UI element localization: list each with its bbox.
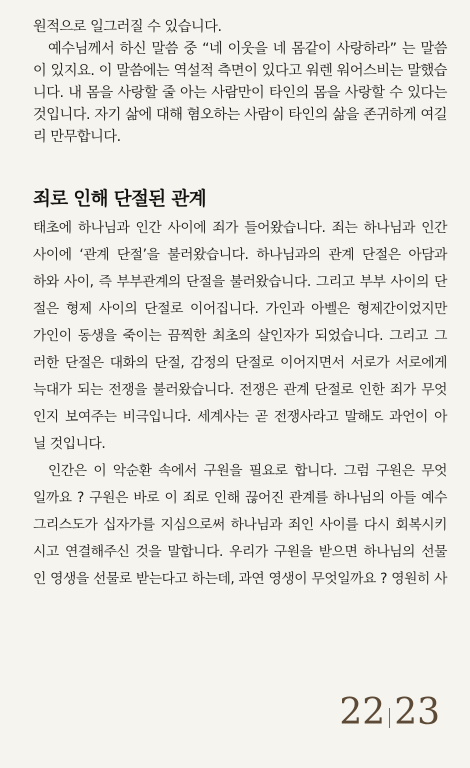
- text-line: 태초에 하나님과 인간 사이에 죄가 들어왔습니다. 죄는 하나님과 인간: [33, 220, 447, 236]
- text-line: 늑대가 되는 전쟁을 불러왔습니다. 전쟁은 관계 단절로 인한 죄가 무엇: [33, 382, 447, 398]
- text-line: 것입니다. 자기 삶에 대해 혐오하는 사람이 타인의 삶을 존귀하게 여길: [33, 107, 447, 123]
- text-line: 닐 것입니다.: [33, 436, 106, 452]
- section-heading: 죄로 인해 단절된 관계: [33, 189, 206, 210]
- text-line: 일까요 ? 구원은 바로 이 죄로 인해 끊어진 관계를 하나님의 아들 예수: [33, 490, 447, 506]
- text-line: 이 있지요. 이 말씀에는 역설적 측면이 있다고 워렌 워어스비는 말했습: [33, 63, 447, 79]
- text-line: 절은 형제 사이의 단절로 이어집니다. 가인과 아벨은 형제간이었지만: [33, 301, 447, 317]
- text-line: 하와 사이, 즉 부부관계의 단절을 불러왔습니다. 그리고 부부 사이의 단: [33, 274, 447, 290]
- page-number-right: 23: [394, 692, 440, 733]
- section-2-text: [33, 215, 447, 593]
- section-1-text: [33, 16, 447, 148]
- body-text: [33, 16, 447, 593]
- text-line: 인 영생을 선물로 받는다고 하는데, 과연 영생이 무엇일까요 ? 영원히 사: [33, 571, 447, 587]
- text-line: 예수님께서 하신 말씀 중 “네 이웃을 네 몸같이 사랑하라” 는 말씀: [48, 41, 447, 57]
- text-line: 인지 보여주는 비극입니다. 세계사는 곧 전쟁사라고 말해도 과언이 아: [33, 409, 447, 425]
- text-line: 사이에 ‘관계 단절’을 불러왔습니다. 하나님과의 관계 단절은 아담과: [33, 247, 447, 263]
- page-number: [339, 693, 440, 733]
- text-line: 원적으로 일그러질 수 있습니다.: [33, 19, 222, 35]
- text-line: 그리스도가 십자가를 지심으로써 하나님과 죄인 사이를 다시 회복시키: [33, 517, 447, 533]
- text-line: 리 만무합니다.: [33, 129, 121, 145]
- text-line: 인간은 이 악순환 속에서 구원을 필요로 합니다. 그럼 구원은 무엇: [48, 463, 447, 479]
- text-line: 시고 연결해주신 것을 말합니다. 우리가 구원을 받으면 하나님의 선물: [33, 544, 447, 560]
- text-line: 러한 단절은 대화의 단절, 감정의 단절로 이어지면서 서로가 서로에게: [33, 355, 447, 371]
- page-number-divider: [389, 708, 390, 728]
- page-number-left: 22: [339, 692, 386, 733]
- text-line: 니다. 내 몸을 사랑할 줄 아는 사람만이 타인의 몸을 사랑할 수 있다는: [33, 85, 447, 101]
- text-line: 가인이 동생을 죽이는 끔찍한 최초의 살인자가 되었습니다. 그리고 그: [33, 328, 447, 344]
